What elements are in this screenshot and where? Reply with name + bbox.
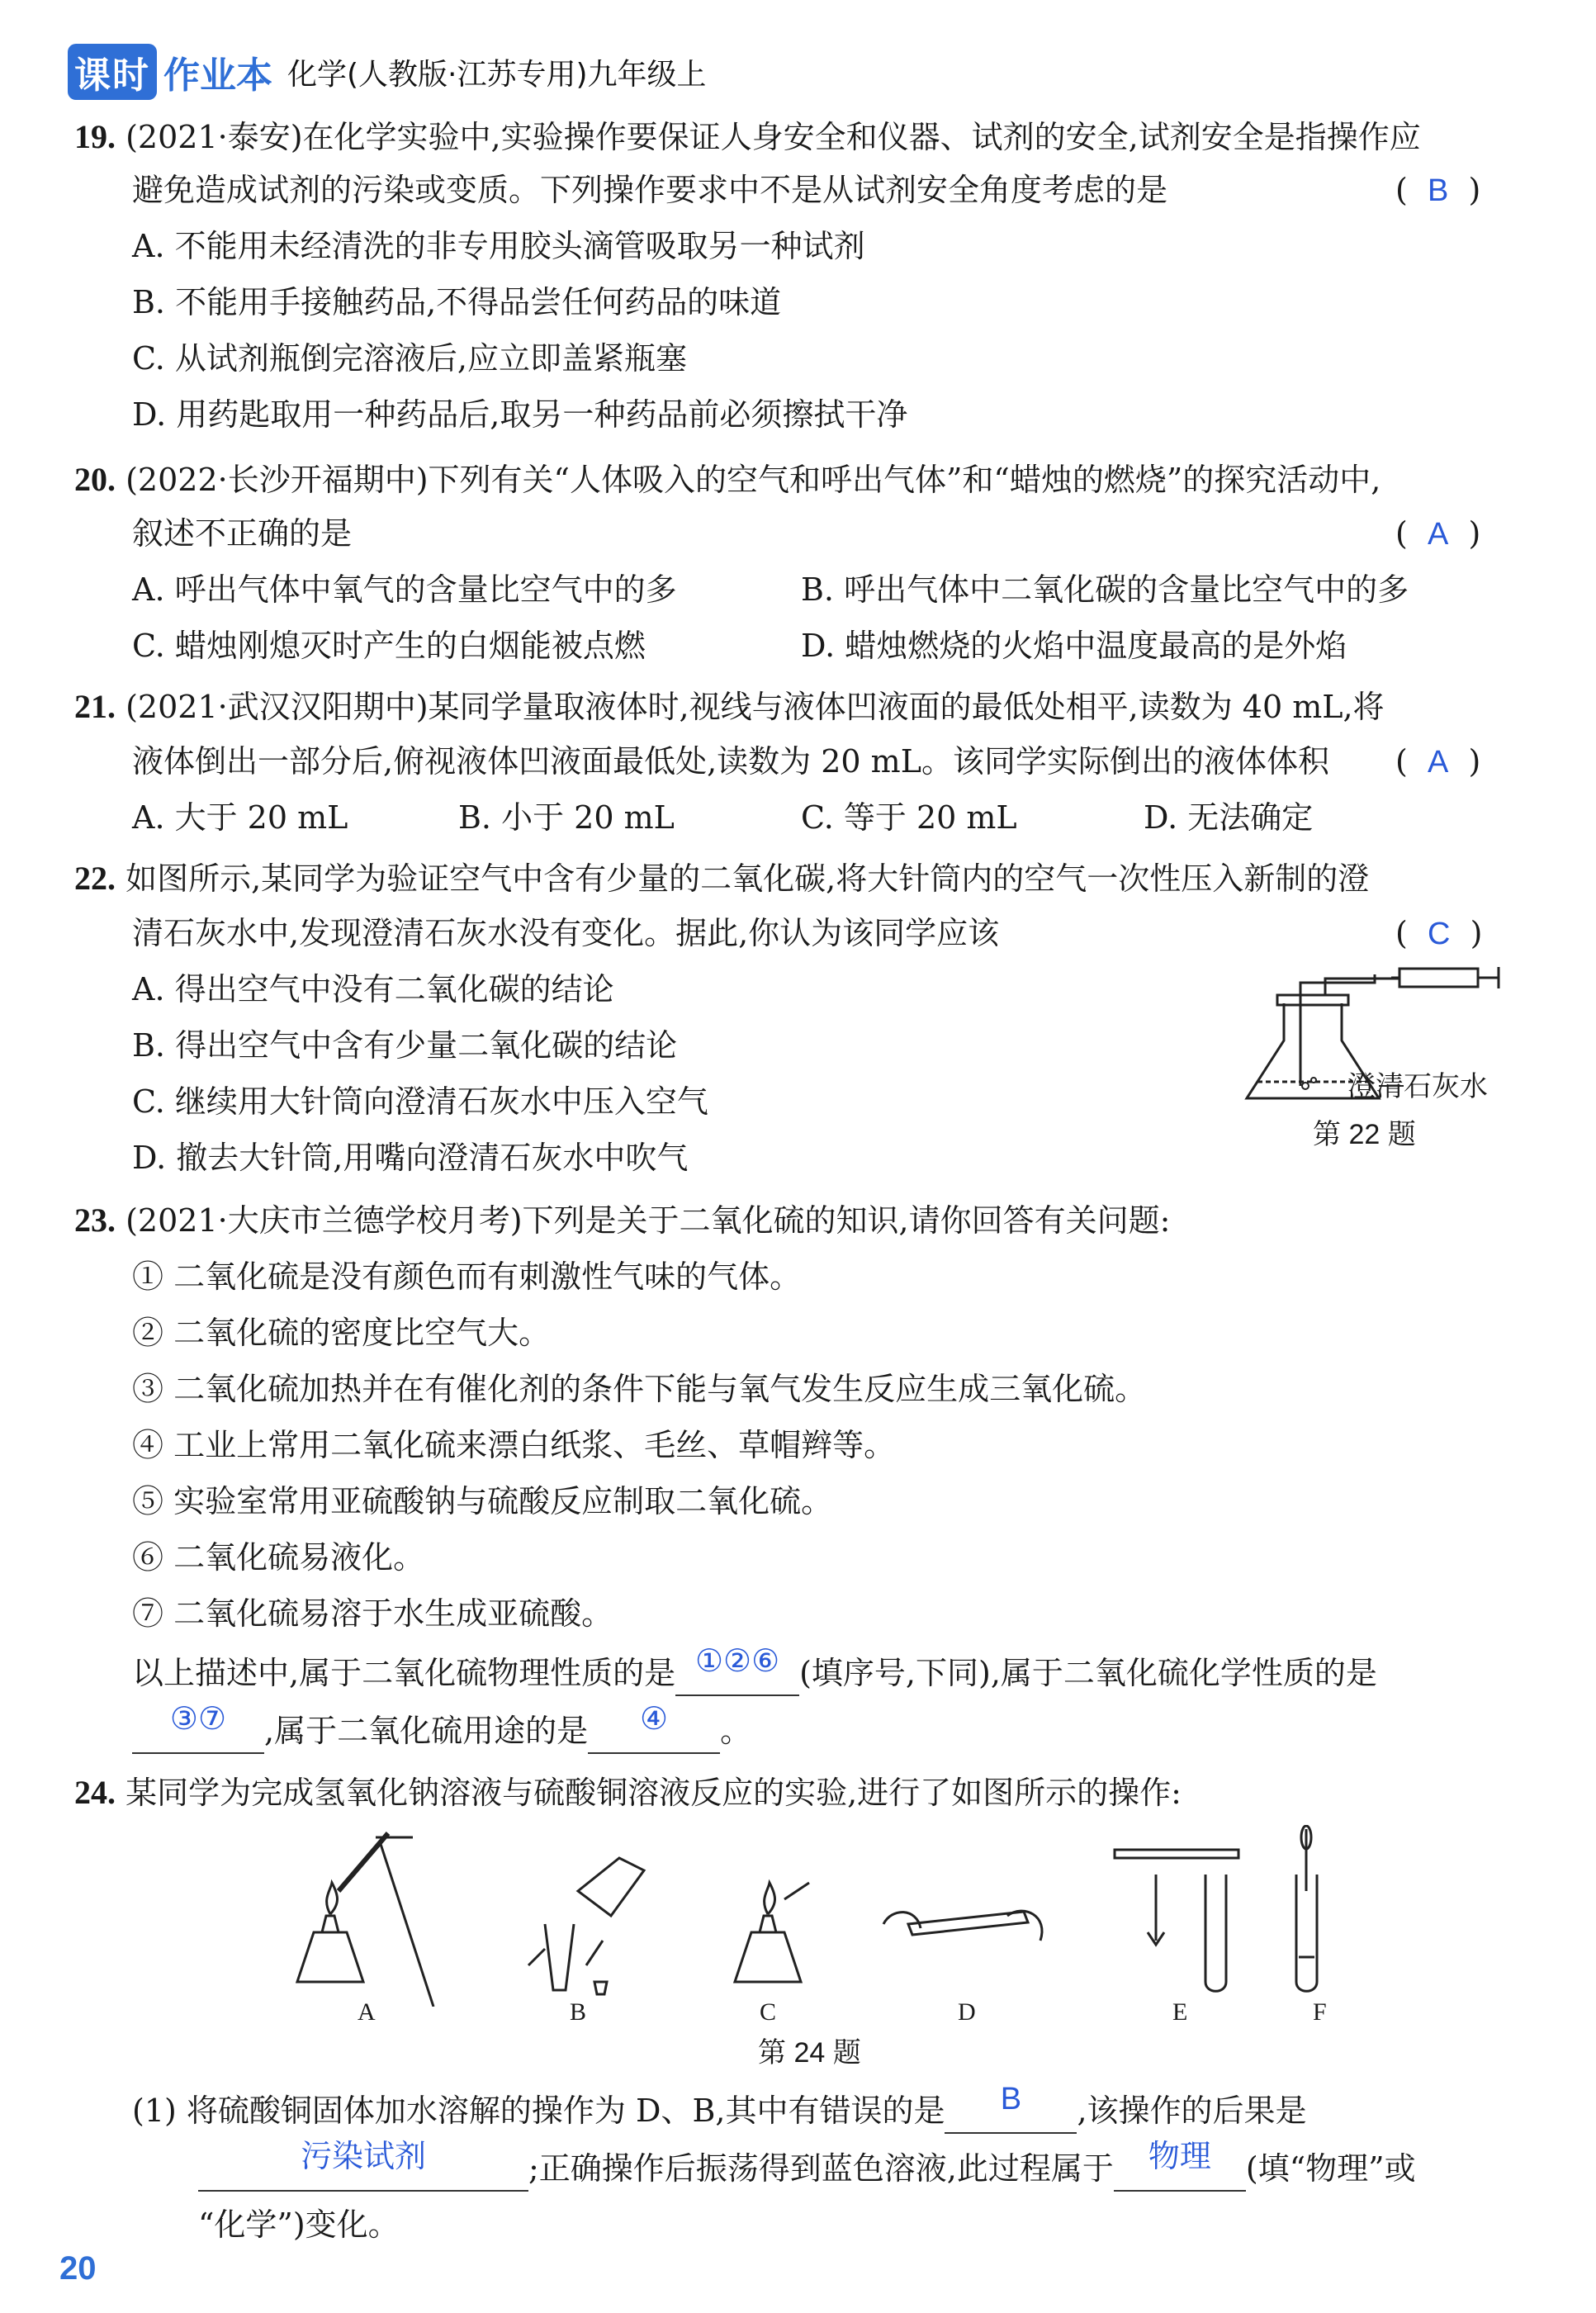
question-text: (填“物理”或 xyxy=(1245,2150,1416,2187)
answer: ③⑦ xyxy=(169,1702,227,1737)
option: B. 得出空气中含有少量二氧化碳的结论 xyxy=(132,1027,678,1064)
answer-blank xyxy=(588,1702,720,1754)
option: A. 呼出气体中氧气的含量比空气中的多 xyxy=(132,571,677,608)
list-item: ① 二氧化硫是没有颜色而有刺激性气味的气体。 xyxy=(132,1258,802,1295)
figure-label-e: E xyxy=(1172,1998,1188,2026)
question-text: (填序号,下同),属于二氧化硫化学性质的是 xyxy=(799,1655,1377,1691)
option: C. 蜡烛刚熄灭时产生的白烟能被点燃 xyxy=(132,628,646,664)
option: A. 大于 20 mL xyxy=(132,799,348,836)
figure-label: 澄清石灰水 xyxy=(1347,1071,1488,1102)
answer: 物理 xyxy=(1148,2140,1211,2174)
figure-label-f: F xyxy=(1313,1998,1327,2026)
figure-label-a: A xyxy=(358,1998,376,2026)
question-number: 23. xyxy=(74,1202,116,1239)
option: C. 等于 20 mL xyxy=(801,799,1017,836)
answer-paren: ( A ) xyxy=(1395,743,1481,780)
answer: A xyxy=(1427,745,1449,780)
logo-box: 课时 xyxy=(68,44,157,100)
question-text: ,属于二氧化硫用途的是 xyxy=(264,1713,589,1749)
question-text: 叙述不正确的是 xyxy=(132,515,353,552)
question-text: ,该操作的后果是 xyxy=(1077,2093,1307,2129)
logo-text: 作业本 xyxy=(163,55,272,97)
list-item: ③ 二氧化硫加热并在有催化剂的条件下能与氧气发生反应生成三氧化硫。 xyxy=(132,1371,1147,1407)
question-number: 21. xyxy=(74,688,116,725)
option: D. 用药匙取用一种药品后,取另一种药品前必须擦拭干净 xyxy=(132,396,908,433)
answer-blank xyxy=(1114,2140,1246,2192)
answer: 污染试剂 xyxy=(300,2140,426,2174)
figure-label-b: B xyxy=(570,1998,587,2026)
list-item: ⑦ 二氧化硫易溶于水生成亚硫酸。 xyxy=(132,1595,613,1632)
question-text: (2022·长沙开福期中)下列有关“人体吸入的空气和呼出气体”和“蜡烛的燃烧”的探究活动中, xyxy=(126,462,1381,498)
answer-paren: ( A ) xyxy=(1395,515,1481,552)
option: B. 呼出气体中二氧化碳的含量比空气中的多 xyxy=(801,571,1409,608)
page-number: 20 xyxy=(59,2250,97,2287)
question-text: 清石灰水中,发现澄清石灰水没有变化。据此,你认为该同学应该 xyxy=(132,915,1000,951)
question-text: 以上描述中,属于二氧化硫物理性质的是 xyxy=(132,1655,676,1691)
answer: C xyxy=(1427,917,1451,951)
question-text: “化学”)变化。 xyxy=(198,2206,400,2243)
question-text: 避免造成试剂的污染或变质。下列操作要求中不是从试剂安全角度考虑的是 xyxy=(132,172,1168,208)
option: D. 蜡烛燃烧的火焰中温度最高的是外焰 xyxy=(801,628,1347,664)
figure-label-c: C xyxy=(760,1998,777,2026)
answer: B xyxy=(1427,173,1449,208)
answer: A xyxy=(1427,517,1449,552)
option: B. 不能用手接触药品,不得品尝任何药品的味道 xyxy=(132,284,782,320)
question-text: (2021·武汉汉阳期中)某同学量取液体时,视线与液体凹液面的最低处相平,读数为 40 mL,将 xyxy=(126,689,1385,725)
answer-paren: ( B ) xyxy=(1395,172,1481,208)
question-number: 19. xyxy=(74,118,116,155)
answer-blank xyxy=(198,2140,528,2192)
list-item: ② 二氧化硫的密度比空气大。 xyxy=(132,1315,551,1351)
list-item: ⑥ 二氧化硫易液化。 xyxy=(132,1539,425,1576)
question-text: 如图所示,某同学为验证空气中含有少量的二氧化碳,将大针筒内的空气一次性压入新制的澄 xyxy=(126,860,1370,897)
answer: ④ xyxy=(640,1702,669,1737)
option: A. 得出空气中没有二氧化碳的结论 xyxy=(132,971,614,1007)
figure-caption: 第 22 题 xyxy=(1313,1119,1416,1150)
question-number: 22. xyxy=(74,860,116,897)
figure-caption: 第 24 题 xyxy=(758,2037,861,2069)
question-text: 某同学为完成氢氧化钠溶液与硫酸铜溶液反应的实验,进行了如图所示的操作: xyxy=(126,1775,1182,1811)
question-text: 。 xyxy=(720,1713,752,1749)
question-text: (1) 将硫酸铜固体加水溶解的操作为 D、B,其中有错误的是 xyxy=(132,2093,945,2129)
option: A. 不能用未经清洗的非专用胶头滴管吸取另一种试剂 xyxy=(132,228,865,264)
list-item: ④ 工业上常用二氧化硫来漂白纸浆、毛丝、草帽辫等。 xyxy=(132,1427,896,1463)
answer-paren: ( C ) xyxy=(1395,915,1483,951)
answer: ①②⑥ xyxy=(694,1644,780,1679)
figure-label-d: D xyxy=(958,1998,976,2026)
header xyxy=(68,43,707,101)
question-text: 液体倒出一部分后,俯视液体凹液面最低处,读数为 20 mL。该同学实际倒出的液体体积 xyxy=(132,743,1329,780)
option: D. 撤去大针筒,用嘴向澄清石灰水中吹气 xyxy=(132,1140,689,1176)
list-item: ⑤ 实验室常用亚硫酸钠与硫酸反应制取二氧化硫。 xyxy=(132,1483,833,1519)
option: C. 继续用大针筒向澄清石灰水中压入空气 xyxy=(132,1083,708,1120)
option: B. 小于 20 mL xyxy=(458,799,675,836)
question-text: (2021·泰安)在化学实验中,实验操作要保证人身安全和仪器、试剂的安全,试剂安全是指操作应 xyxy=(126,119,1421,155)
option: D. 无法确定 xyxy=(1144,799,1314,836)
question-text: (2021·大庆市兰德学校月考)下列是关于二氧化硫的知识,请你回答有关问题: xyxy=(126,1202,1171,1239)
question-number: 24. xyxy=(74,1774,116,1811)
question-number: 20. xyxy=(74,461,116,498)
option: C. 从试剂瓶倒完溶液后,应立即盖紧瓶塞 xyxy=(132,340,687,377)
answer-blank xyxy=(945,2082,1077,2134)
question-text: ;正确操作后振荡得到蓝色溶液,此过程属于 xyxy=(528,2150,1114,2187)
answer-blank xyxy=(675,1644,799,1696)
book-subtitle: 化学(人教版·江苏专用)九年级上 xyxy=(287,57,707,92)
answer-blank xyxy=(132,1702,264,1754)
lab-operations-figure xyxy=(281,1825,1354,2007)
answer: B xyxy=(1000,2082,1022,2116)
